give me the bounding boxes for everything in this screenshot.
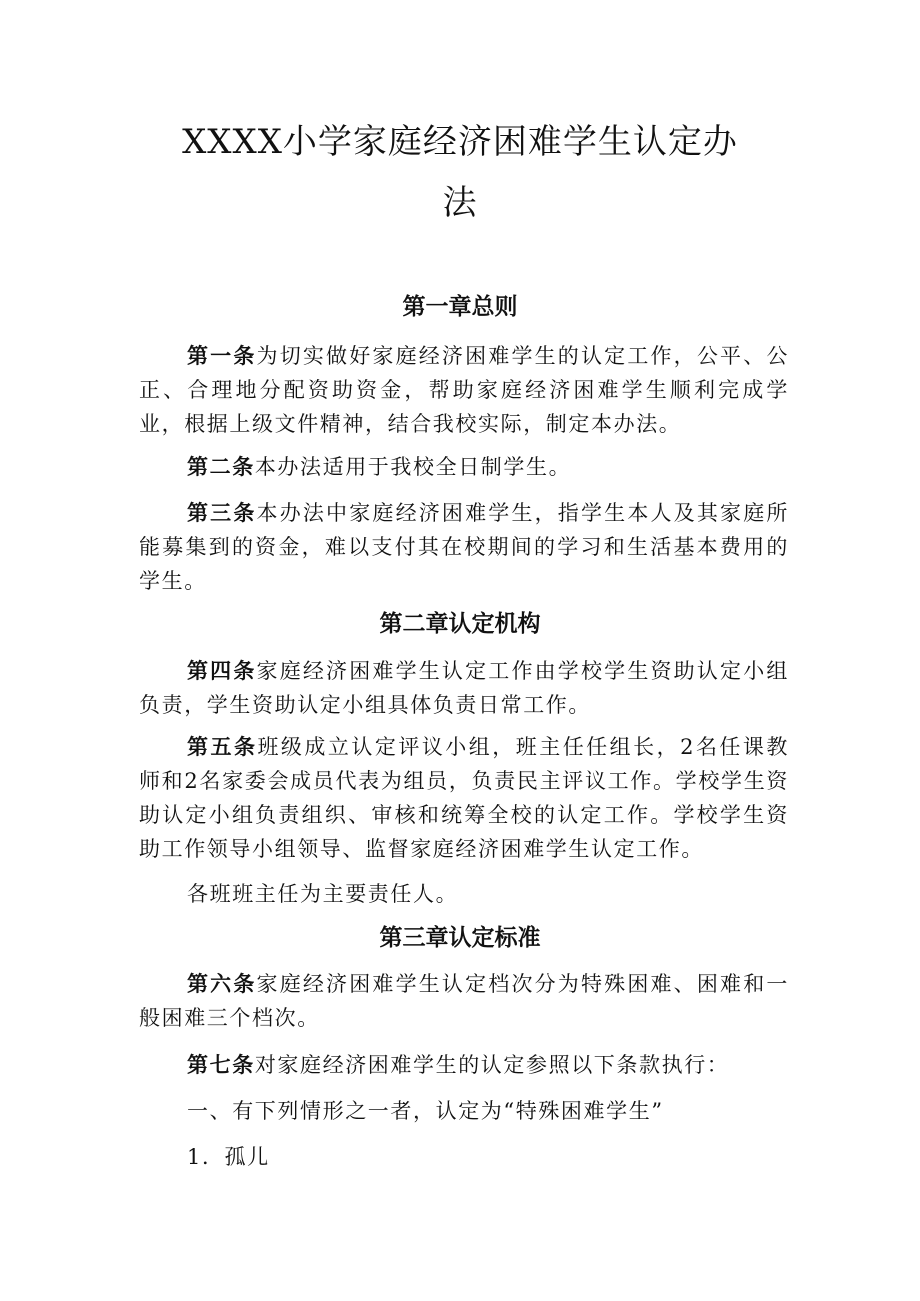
article-3-text: 本办法中家庭经济困难学生，指学生本人及其家庭所能募集到的资金，难以支付其在校期间的学习和生活基本费用的学生。 <box>139 501 789 593</box>
document-title-line1: XXXX小学家庭经济困难学生认定办 <box>182 122 738 162</box>
chapter-2-heading: 第二章认定机构 <box>379 611 541 637</box>
article-5-label: 第五条 <box>187 735 258 759</box>
article-2-text: 本办法适用于我校全日制学生。 <box>254 455 572 479</box>
article-3 <box>139 496 789 598</box>
chapter-1-heading: 第一章总则 <box>402 294 518 320</box>
article-1 <box>139 339 789 441</box>
article-5-extra: 各班班主任为主要责任人。 <box>187 882 459 906</box>
article-7-label: 第七条 <box>187 1053 255 1077</box>
document-title-line2: 法 <box>442 183 478 223</box>
article-2 <box>139 450 789 484</box>
chapter-3-heading: 第三章认定标准 <box>379 925 541 951</box>
article-3-label: 第三条 <box>187 501 257 525</box>
article-4-text: 家庭经济困难学生认定工作由学校学生资助认定小组负责，学生资助认定小组具体负责日常工作。 <box>139 659 789 717</box>
article-6-text: 家庭经济困难学生认定档次分为特殊困难、困难和一般困难三个档次。 <box>139 972 789 1030</box>
article-5 <box>139 730 789 866</box>
article-7-text: 对家庭经济困难学生的认定参照以下条款执行： <box>254 1053 730 1077</box>
article-1-text: 为切实做好家庭经济困难学生的认定工作，公平、公正、合理地分配资助资金，帮助家庭经济困难学生顺利完成学业，根据上级文件精神，结合我校实际，制定本办法。 <box>139 344 789 436</box>
article-4-label: 第四条 <box>187 659 257 683</box>
article-7 <box>139 1048 789 1082</box>
article-1-label: 第一条 <box>187 344 257 368</box>
article-6-label: 第六条 <box>187 972 257 996</box>
article-2-label: 第二条 <box>187 455 255 479</box>
list-item-1-1: 1．孤儿 <box>187 1145 270 1169</box>
article-6 <box>139 967 789 1035</box>
article-5-text: 班级成立认定评议小组，班主任任组长，2名任课教师和2名家委会成员代表为组员，负责民主评议工作。学校学生资助认定小组负责组织、审核和统筹全校的认定工作。学校学生资助工作领导小组领导、监督家庭经济困难学生认定工作。 <box>139 735 789 861</box>
article-4 <box>139 654 789 722</box>
list-item-1: 一、有下列情形之一者，认定为“特殊困难学生” <box>187 1099 664 1123</box>
